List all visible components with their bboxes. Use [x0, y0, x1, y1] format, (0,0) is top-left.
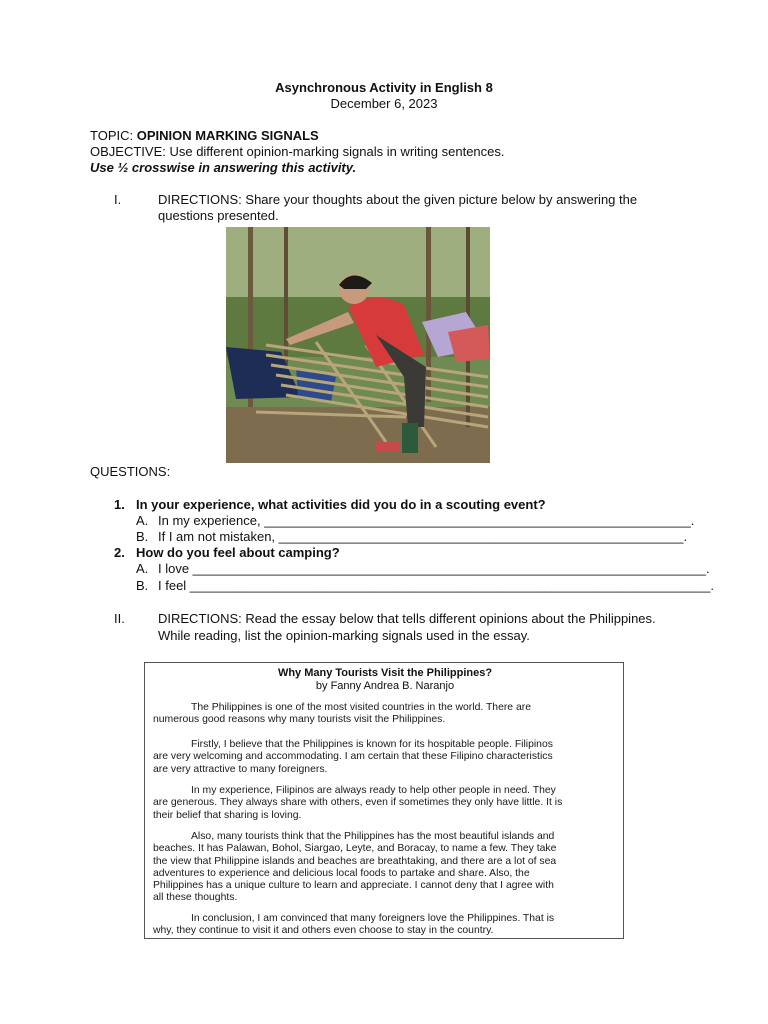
part1-directions-2: questions presented. [158, 208, 279, 223]
objective-line: OBJECTIVE: Use different opinion-marking signals in writing sentences. [90, 144, 505, 159]
question-2-number: 2. [114, 545, 125, 560]
question-2-text: How do you feel about camping? [136, 545, 340, 560]
topic-label: TOPIC: [90, 128, 137, 143]
essay-paragraph-4: Also, many tourists think that the Philippines has the most beautiful islands and beaches. It has Palawan, Bohol, Siargao, Leyte, and Boracay, to name a few. They take the view that Philippine islands and beaches are breathtaking, and there are a lot of sea adventures to experience and delicious local foods to partake and share. Also, the Philippines has a unique culture to learn and appreciate. I cannot deny that I agree with all these thoughts. [153, 831, 557, 904]
question-1a-letter: A. [136, 513, 149, 528]
question-2b-answer: I feel ________________________________________________________________________. [158, 578, 714, 593]
topic-value: OPINION MARKING SIGNALS [136, 128, 319, 143]
part1-numeral: I. [114, 192, 122, 207]
essay-author: by Fanny Andrea B. Naranjo [315, 680, 455, 692]
essay-paragraph-3: In my experience, Filipinos are always ready to help other people in need. They are generous. They always share with others, even if sometimes they only have little. It is their belief that sharing is loving. [153, 785, 563, 821]
question-1b-answer: If I am not mistaken, ________________________________________________________. [158, 529, 688, 544]
essay-paragraph-1: The Philippines is one of the most visited countries in the world. There are numerous good reasons why many tourists visit the Philippines. [153, 702, 531, 726]
essay-box [144, 662, 624, 939]
part2-directions-2: While reading, list the opinion-marking signals used in the essay. [158, 628, 530, 643]
question-2a-letter: A. [136, 561, 149, 576]
essay-paragraph-5: In conclusion, I am convinced that many foreigners love the Philippines. That is why, they continue to visit it and others even choose to stay in the country. [153, 913, 555, 937]
topic-line [90, 128, 319, 143]
scouting-photo [226, 227, 490, 463]
essay-title: Why Many Tourists Visit the Philippines? [277, 667, 493, 679]
document-date: December 6, 2023 [330, 96, 438, 111]
instruction-line: Use ½ crosswise in answering this activity. [90, 160, 357, 175]
question-1b-letter: B. [136, 529, 149, 544]
question-1-text: In your experience, what activities did you do in a scouting event? [136, 497, 546, 512]
part1-directions-1: DIRECTIONS: Share your thoughts about the given picture below by answering the [158, 192, 638, 207]
question-2a-answer: I love _______________________________________________________________________. [158, 561, 710, 576]
part2-numeral: II. [114, 611, 125, 626]
question-1-number: 1. [114, 497, 125, 512]
document-title: Asynchronous Activity in English 8 [275, 80, 493, 95]
question-2b-letter: B. [136, 578, 149, 593]
question-1a-answer: In my experience, ___________________________________________________________. [158, 513, 695, 528]
essay-paragraph-2: Firstly, I believe that the Philippines is known for its hospitable people. Filipinos are very welcoming and accommodating. I am certain that these Filipino characteristics are very attractive to many foreigners. [153, 739, 553, 775]
part2-directions-1: DIRECTIONS: Read the essay below that tells different opinions about the Philippines. [158, 611, 656, 626]
questions-heading: QUESTIONS: [90, 464, 171, 479]
